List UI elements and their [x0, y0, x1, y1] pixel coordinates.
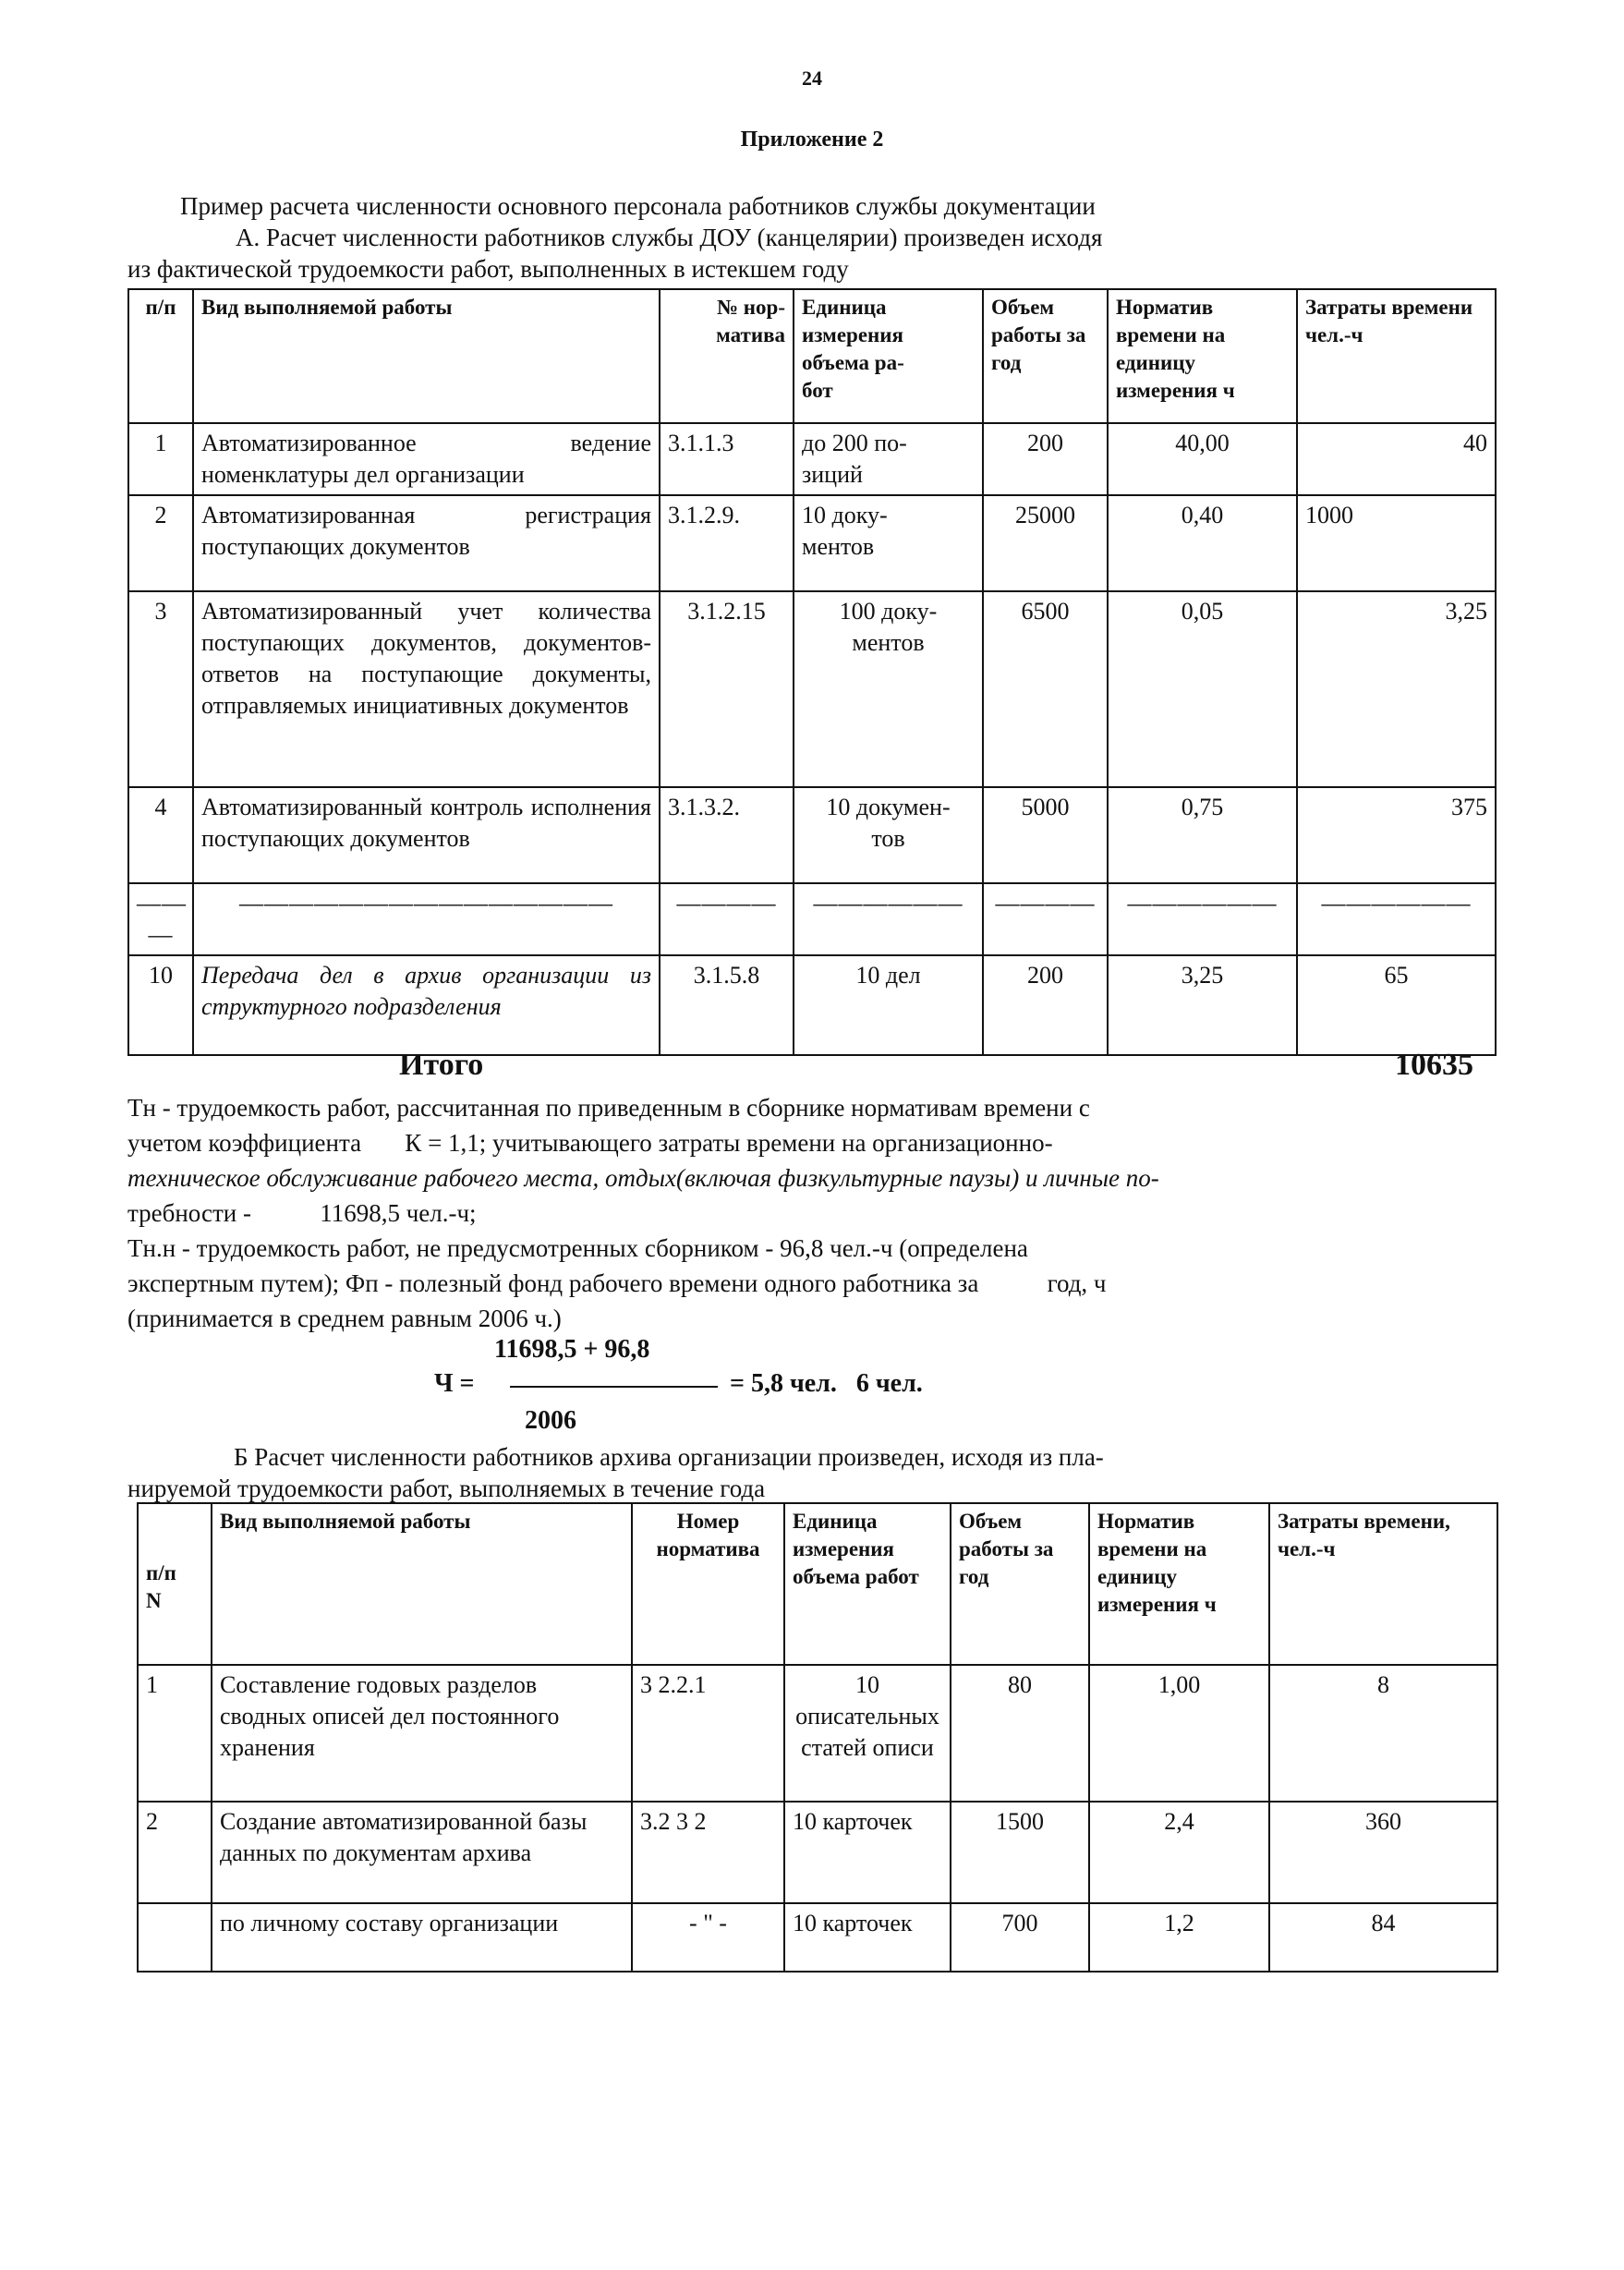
row-norm: - " -	[632, 1903, 784, 1972]
row-rate: 0,05	[1108, 591, 1297, 787]
row-number	[138, 1903, 212, 1972]
table-row	[138, 1665, 1497, 1802]
row-cost: 375	[1297, 787, 1496, 883]
total-value: 10635	[1395, 1048, 1473, 1082]
row-unit: 10 доку- ментов	[794, 495, 983, 591]
row-cost: 1000	[1297, 495, 1496, 591]
row-number: 4	[128, 787, 193, 883]
section-a-intro-2: из фактической трудоемкости работ, выполненных в истекшем году	[127, 255, 849, 283]
row-volume: 200	[983, 955, 1108, 1055]
formula-denominator: 2006	[525, 1406, 576, 1435]
col-header-number: п/п N	[138, 1503, 212, 1665]
row-number: 1	[128, 423, 193, 495]
col-header-cost: Затраты времени, чел.-ч	[1269, 1503, 1497, 1665]
col-header-rate: Норматив времени на единицу измерения ч	[1089, 1503, 1269, 1665]
explanation-line: техническое обслуживание рабочего места, отдых(включая физкультурные паузы) и личные по-	[127, 1164, 1159, 1192]
row-rate: 0,40	[1108, 495, 1297, 591]
row-volume: 700	[951, 1903, 1089, 1972]
row-rate: 0,75	[1108, 787, 1297, 883]
row-volume: 1500	[951, 1802, 1089, 1903]
row-number: 1	[138, 1665, 212, 1802]
row-unit: 10 карточек	[784, 1802, 951, 1903]
page-number: 24	[802, 67, 822, 90]
formula-lhs: Ч =	[434, 1369, 475, 1398]
table-row	[138, 1903, 1497, 1972]
row-work: Автоматизированный контроль исполнения поступающих документов	[193, 787, 660, 883]
row-rate: 3,25	[1108, 955, 1297, 1055]
col-header-unit: Единица измерения объема работ	[784, 1503, 951, 1665]
col-header-number: п/п	[128, 289, 193, 423]
row-cost: 40	[1297, 423, 1496, 495]
row-work: Автоматизированный учет количества поступающих документов, документов- ответов на поступающие документы, отправляемых инициативных документов	[193, 591, 660, 787]
heading: Пример расчета численности основного персонала работников службы документации	[180, 192, 1096, 220]
row-volume: 5000	[983, 787, 1108, 883]
col-header-rate: Норматив времени на единицу измерения ч	[1108, 289, 1297, 423]
table-a-header-row	[128, 289, 1496, 423]
fraction-bar	[510, 1386, 718, 1388]
table-row	[128, 955, 1496, 1055]
row-number: 2	[138, 1802, 212, 1903]
formula-numerator: 11698,5 + 96,8	[494, 1335, 650, 1364]
explanation-line: учетом коэффициента К = 1,1; учитывающего затраты времени на организационно-	[127, 1129, 1053, 1157]
row-norm: 3.1.2.15	[660, 591, 794, 787]
table-row	[128, 787, 1496, 883]
ellipsis-cell: ————	[983, 883, 1108, 955]
table-row	[138, 1802, 1497, 1903]
table-row	[128, 423, 1496, 495]
row-rate: 40,00	[1108, 423, 1297, 495]
ellipsis-cell: ——————	[1108, 883, 1297, 955]
table-a	[127, 288, 1497, 1056]
ellipsis-cell: ——————	[794, 883, 983, 955]
row-cost: 360	[1269, 1802, 1497, 1903]
appendix-title: Приложение 2	[740, 127, 884, 152]
row-number: 2	[128, 495, 193, 591]
row-rate: 1,00	[1089, 1665, 1269, 1802]
section-a-intro-1: А. Расчет численности работников службы ДОУ (канцелярии) произведен исходя	[236, 224, 1103, 251]
table-row-ellipsis	[128, 883, 1496, 955]
col-header-cost: Затраты времени чел.-ч	[1297, 289, 1496, 423]
row-norm: 3.1.3.2.	[660, 787, 794, 883]
explanation	[127, 1090, 1495, 1336]
section-b-intro-1: Б Расчет численности работников архива организации произведен, исходя из пла-	[234, 1443, 1104, 1471]
row-unit: до 200 по- зиций	[794, 423, 983, 495]
col-header-work: Вид выполняемой работы	[193, 289, 660, 423]
row-norm: 3.2 3 2	[632, 1802, 784, 1903]
ellipsis-cell: —— —	[128, 883, 193, 955]
total-label: Итого	[399, 1048, 484, 1082]
row-unit: 10 дел	[794, 955, 983, 1055]
table-b	[137, 1502, 1498, 1973]
row-rate: 1,2	[1089, 1903, 1269, 1972]
row-volume: 25000	[983, 495, 1108, 591]
row-work: Автоматизированное ведение номенклатуры дел организации	[193, 423, 660, 495]
row-unit: 10 карточек	[784, 1903, 951, 1972]
row-norm: 3.1.1.3	[660, 423, 794, 495]
row-volume: 200	[983, 423, 1108, 495]
col-header-unit: Единица измерения объема ра- бот	[794, 289, 983, 423]
explanation-line: требности - 11698,5 чел.-ч;	[127, 1199, 477, 1227]
row-work: Составление годовых разделов сводных описей дел постоянного хранения	[212, 1665, 632, 1802]
row-number: 10	[128, 955, 193, 1055]
row-norm: 3 2.2.1	[632, 1665, 784, 1802]
row-volume: 6500	[983, 591, 1108, 787]
row-number: 3	[128, 591, 193, 787]
row-work: Передача дел в архив организации из структурного подразделения	[193, 955, 660, 1055]
row-cost: 84	[1269, 1903, 1497, 1972]
row-work: Создание автоматизированной базы данных по документам архива	[212, 1802, 632, 1903]
col-header-work: Вид выполняемой работы	[212, 1503, 632, 1665]
ellipsis-cell: ——————	[1297, 883, 1496, 955]
row-unit: 10 докумен- тов	[794, 787, 983, 883]
col-header-volume: Объем работы за год	[951, 1503, 1089, 1665]
row-norm: 3.1.2.9.	[660, 495, 794, 591]
explanation-line: (принимается в среднем равным 2006 ч.)	[127, 1305, 562, 1332]
ellipsis-cell: ———————————————	[193, 883, 660, 955]
formula-result: = 5,8 чел. 6 чел.	[730, 1369, 923, 1398]
explanation-line: Тн.н - трудоемкость работ, не предусмотренных сборником - 96,8 чел.-ч (определена	[127, 1234, 1028, 1262]
row-cost: 65	[1297, 955, 1496, 1055]
ellipsis-cell: ————	[660, 883, 794, 955]
explanation-line: Тн - трудоемкость работ, рассчитанная по приведенным в сборнике нормативам времени с	[127, 1094, 1090, 1122]
row-work: по личному составу организации	[212, 1903, 632, 1972]
row-cost: 8	[1269, 1665, 1497, 1802]
table-b-header-row	[138, 1503, 1497, 1665]
row-unit: 10 описательных статей описи	[784, 1665, 951, 1802]
explanation-line: экспертным путем); Фп - полезный фонд рабочего времени одного работника за год, ч	[127, 1269, 1107, 1297]
table-row	[128, 495, 1496, 591]
row-cost: 3,25	[1297, 591, 1496, 787]
section-b-intro-2: нируемой трудоемкости работ, выполняемых в течение года	[127, 1475, 766, 1502]
row-work: Автоматизированная регистрация поступающих документов	[193, 495, 660, 591]
col-header-volume: Объем работы за год	[983, 289, 1108, 423]
row-volume: 80	[951, 1665, 1089, 1802]
row-norm: 3.1.5.8	[660, 955, 794, 1055]
col-header-norm: № нор- матива	[660, 289, 794, 423]
row-rate: 2,4	[1089, 1802, 1269, 1903]
table-row	[128, 591, 1496, 787]
row-unit: 100 доку- ментов	[794, 591, 983, 787]
col-header-norm: Номер норматива	[632, 1503, 784, 1665]
